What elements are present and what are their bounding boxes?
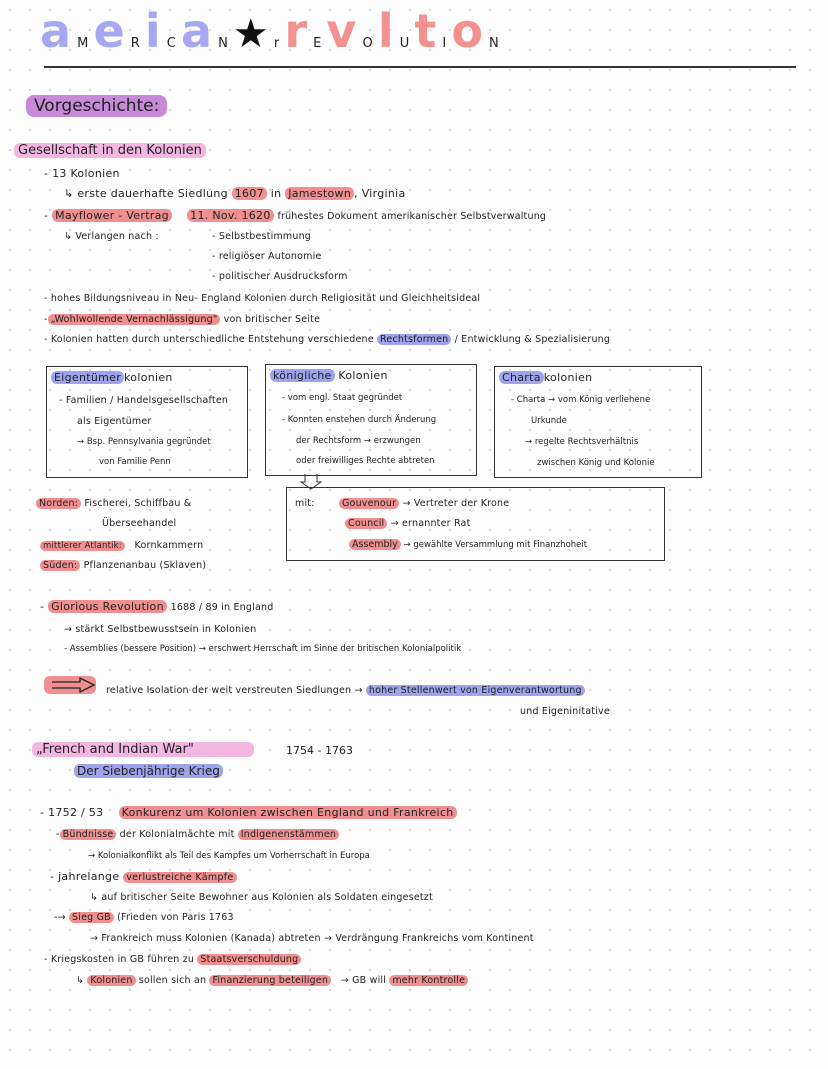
text: - Kriegskosten in GB führen zu: [44, 954, 195, 965]
text-line: - hohes Bildungsniveau in Neu- England Kolonien durch Religiosität und Gleichheitsideal: [44, 293, 481, 304]
title-letter: a: [180, 4, 213, 58]
text-line: → Kolonialkonflikt als Teil des Kampfes um Vorherrschaft in Europa: [88, 851, 370, 861]
text: mit:: [295, 498, 315, 509]
text-line: - vom engl. Staat gegründet: [282, 393, 403, 403]
highlight: Indigenenstämmen: [238, 829, 339, 840]
title-letter: o: [451, 4, 484, 58]
text-line: - 13 Kolonien: [44, 167, 120, 180]
text-line: - politischer Ausdrucksform: [212, 271, 348, 282]
title-letter: N: [218, 36, 228, 51]
highlight: 11. Nov. 1620: [187, 209, 274, 222]
title-letter: l: [377, 4, 395, 58]
highlight: Assembly: [349, 539, 401, 550]
title-letter: a: [40, 4, 73, 58]
text-line: zwischen König und Kolonie: [537, 458, 655, 468]
highlight: Gouvenour: [339, 498, 399, 509]
text: - 1752 / 53: [40, 806, 104, 819]
highlight: Süden:: [40, 560, 80, 571]
text-line: von Familie Penn: [99, 457, 171, 467]
text-line: als Eigentümer: [77, 416, 152, 427]
text: Fischerei, Schiffbau &: [84, 498, 192, 509]
text: sollen sich an: [138, 975, 207, 986]
title-letter: t: [414, 4, 438, 58]
text: in: [270, 187, 282, 200]
text: - jahrelange: [50, 870, 120, 883]
text-line: Überseehandel: [102, 518, 177, 529]
title-letter: R: [130, 36, 140, 51]
text: frühestes Dokument amerikanischer Selbstverwaltung: [277, 211, 547, 222]
text: → Vertreter der Krone: [402, 498, 510, 509]
highlight: Council: [345, 518, 387, 529]
highlight: Konkurenz um Kolonien zwischen England und Frankreich: [119, 806, 457, 819]
double-arrow-icon: [50, 677, 96, 693]
text: 1688 / 89 in England: [170, 602, 274, 613]
text: kolonien: [124, 371, 173, 384]
title-letter: i: [144, 4, 162, 58]
info-box-charta: [494, 366, 702, 478]
text: → ernannter Rat: [390, 518, 471, 529]
text-line: [44, 209, 546, 222]
text-line: - Konnten enstehen durch Änderung: [282, 415, 437, 425]
title-letter: e: [93, 4, 126, 58]
text-line: → stärkt Selbstbewusstsein in Kolonien: [64, 624, 257, 635]
text-line: - Selbstbestimmung: [212, 231, 312, 242]
highlight: Kolonien: [87, 975, 135, 986]
text: → GB will: [340, 975, 387, 986]
text-line: ↳ Verlangen nach :: [64, 231, 159, 242]
info-box-mit: [286, 487, 665, 561]
text: der Kolonialmächte mit: [119, 829, 235, 840]
text-line: [44, 334, 610, 345]
text: -: [40, 600, 49, 613]
highlight: mehr Kontrolle: [389, 975, 468, 986]
info-box-koenigliche: [265, 364, 477, 476]
text: Pflanzenanbau (Sklaven): [83, 560, 207, 571]
highlight: Charta: [499, 371, 544, 384]
title-letter: U: [399, 36, 410, 51]
text-line: - Charta → vom König verliehene: [511, 395, 651, 405]
text: von britischer Seite: [223, 314, 321, 325]
highlight: mittlerer Atlantik:: [40, 541, 125, 551]
section-heading-text: „French and Indian War": [32, 742, 254, 757]
highlight: verlustreiche Kämpfe: [123, 872, 236, 883]
text-line: [44, 314, 320, 325]
text-line: → Frankreich muss Kolonien (Kanada) abtreten → Verdrängung Frankreichs vom Kontinent: [90, 933, 534, 944]
text: relative Isolation der weit verstreuten Siedlungen →: [106, 685, 363, 696]
text-line: - Familien / Handelsgesellschaften: [59, 395, 229, 406]
highlight: Sieg GB: [69, 912, 114, 923]
date-range: 1754 - 1763: [286, 744, 353, 757]
text: (Frieden von Paris 1763: [117, 912, 234, 923]
highlight: Glorious Revolution: [48, 600, 167, 613]
highlight: Finanzierung beteiligen: [209, 975, 331, 986]
title-letter: r: [273, 36, 280, 51]
highlight: 1607: [232, 187, 267, 200]
page-title: [40, 4, 499, 66]
text: / Entwicklung & Spezialisierung: [454, 334, 611, 345]
text-line: und Eigeninitative: [520, 706, 610, 717]
text-line: - Assemblies (bessere Position) → erschwert Herrschaft im Sinne der britischen Kolonialpolitik: [64, 644, 462, 654]
text: Kornkammern: [134, 540, 204, 551]
highlight: Rechtsformen: [377, 334, 451, 345]
text: ↳: [76, 975, 85, 986]
text: -: [56, 829, 60, 840]
title-letter: C: [166, 36, 176, 51]
title-letter: v: [326, 4, 358, 58]
text: -: [44, 314, 48, 325]
text-line: - religiöser Autonomie: [212, 251, 322, 262]
text: → gewählte Versammlung mit Finanzhoheit: [403, 540, 588, 550]
text-line: der Rechtsform → erzwungen: [296, 436, 421, 446]
title-letter: O: [362, 36, 373, 51]
section-heading-text: Vorgeschichte:: [26, 95, 167, 117]
title-letter: r: [284, 4, 308, 58]
text-line: Urkunde: [531, 416, 567, 426]
text: kolonien: [543, 371, 593, 384]
section-heading: [26, 96, 167, 116]
highlight: hoher Stellenwert von Eigenverantwortung: [366, 685, 585, 696]
highlight: Norden:: [36, 498, 81, 509]
title-letter: I: [442, 36, 447, 51]
text-line: → regelte Rechtsverhältnis: [525, 437, 639, 447]
star-icon: ★: [232, 11, 269, 57]
title-underline: [44, 66, 796, 68]
text: , Virginia: [354, 187, 406, 200]
text-line: → Bsp. Pennsylvania gegründet: [77, 437, 211, 447]
text: - Kolonien hatten durch unterschiedliche Entstehung verschiedene: [44, 334, 374, 345]
text: -→: [54, 912, 66, 923]
text: Kolonien: [338, 369, 388, 382]
highlight: Staatsverschuldung: [197, 954, 301, 965]
subheading-text: Gesellschaft in den Kolonien: [14, 143, 206, 158]
highlight: Bündnisse: [60, 829, 117, 840]
info-box-eigentuemer: [46, 366, 248, 478]
title-letter: E: [313, 36, 322, 51]
text-line: oder freiwilliges Rechte abtreten: [296, 456, 435, 466]
text: -: [44, 209, 53, 222]
highlight: „Wohlwollende Vernachlässigung": [48, 314, 221, 325]
highlight: Mayflower - Vertrag: [52, 209, 172, 222]
text-line: [64, 187, 406, 200]
highlight: Jamestown: [285, 187, 354, 200]
subheading-text: Der Siebenjährige Krieg: [74, 764, 223, 778]
highlight: Eigentümer: [51, 371, 124, 384]
text: ↳ erste dauerhafte Siedlung: [64, 187, 228, 200]
title-letter: M: [77, 36, 89, 51]
subheading: [14, 143, 206, 158]
highlight: königliche: [270, 369, 335, 382]
title-letter: N: [489, 36, 499, 51]
text-line: ↳ auf britischer Seite Bewohner aus Kolonien als Soldaten eingesetzt: [90, 892, 433, 903]
